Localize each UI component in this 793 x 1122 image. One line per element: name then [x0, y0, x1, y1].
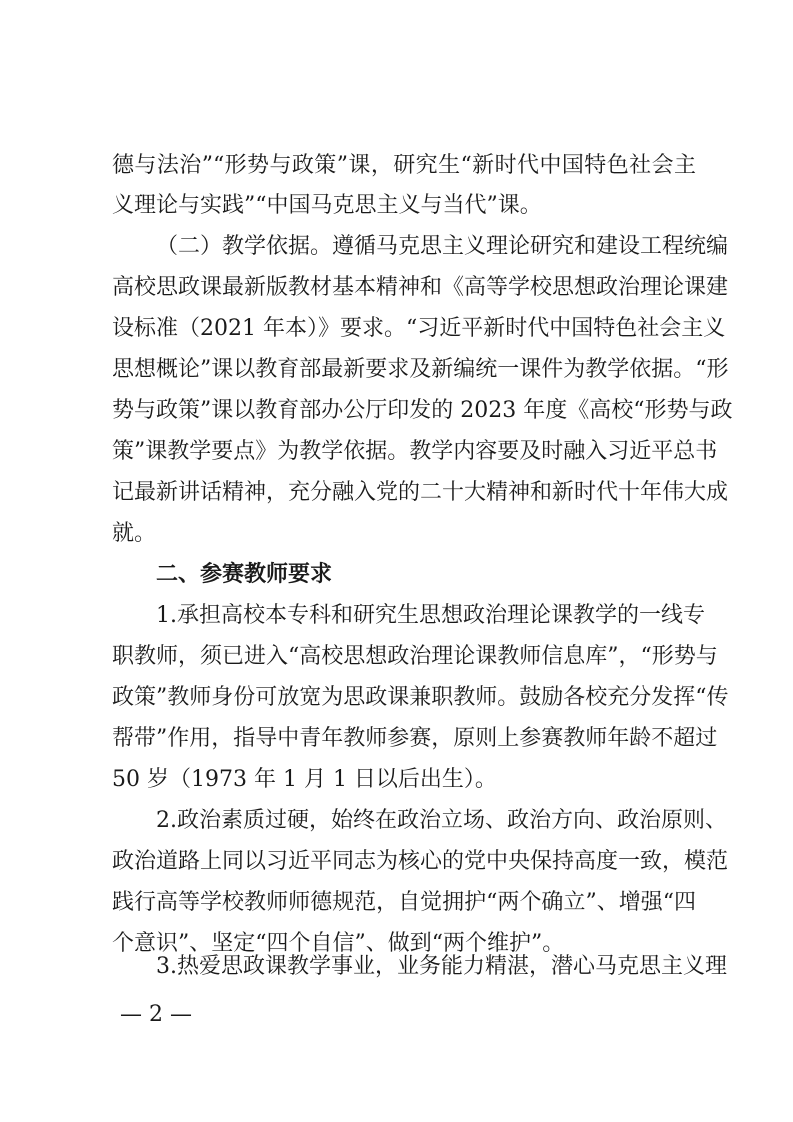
text-line: 50 岁（1973 年 1 月 1 日以后出生）。	[112, 767, 497, 792]
text-line: 高校思政课最新版教材基本精神和《高等学校思想政治理论课建	[112, 275, 729, 300]
text-line: 2.政治素质过硬，始终在政治立场、政治方向、政治原则、	[156, 808, 727, 833]
text-line: 势与政策”课以教育部办公厅印发的 2023 年度《高校“形势与政	[112, 398, 733, 423]
text-line: 政策”教师身份可放宽为思政课兼职教师。鼓励各校充分发挥“传	[112, 685, 729, 710]
text-line: 职教师，须已进入“高校思想政治理论课教师信息库”，“形势与	[112, 644, 718, 669]
text-line: 帮带”作用，指导中青年教师参赛，原则上参赛教师年龄不超过	[112, 726, 718, 751]
text-line: 政治道路上同以习近平同志为核心的党中央保持高度一致，模范	[112, 849, 729, 874]
text-line: 思想概论”课以教育部最新要求及新编统一课件为教学依据。“形	[112, 357, 729, 382]
text-line: 策”课教学要点》为教学依据。教学内容要及时融入习近平总书	[112, 439, 718, 464]
text-line: 就。	[112, 521, 157, 546]
text-line: 1.承担高校本专科和研究生思想政治理论课教学的一线专	[156, 603, 705, 628]
section-heading-teaching-basis: （二）教学依据。遵循马克思主义理论研究和建设工程统编	[156, 234, 729, 259]
page-number: — 2 —	[120, 1002, 192, 1027]
text-line: 德与法治”“形势与政策”课，研究生“新时代中国特色社会主	[112, 153, 696, 178]
text-line: 设标准（2021 年本）》要求。“习近平新时代中国特色社会主义	[112, 316, 726, 341]
section-heading-teacher-requirements: 二、参赛教师要求	[156, 562, 333, 587]
text-line: 记最新讲话精神，充分融入党的二十大精神和新时代十年伟大成	[112, 480, 729, 505]
text-line: 践行高等学校教师师德规范，自觉拥护“两个确立”、增强“四	[112, 890, 696, 915]
text-line: 义理论与实践”“中国马克思主义与当代”课。	[112, 193, 542, 218]
text-line: 个意识”、坚定“四个自信”、做到“两个维护”。	[112, 931, 565, 956]
text-line: 3.热爱思政课教学事业，业务能力精湛，潜心马克思主义理	[156, 954, 727, 979]
